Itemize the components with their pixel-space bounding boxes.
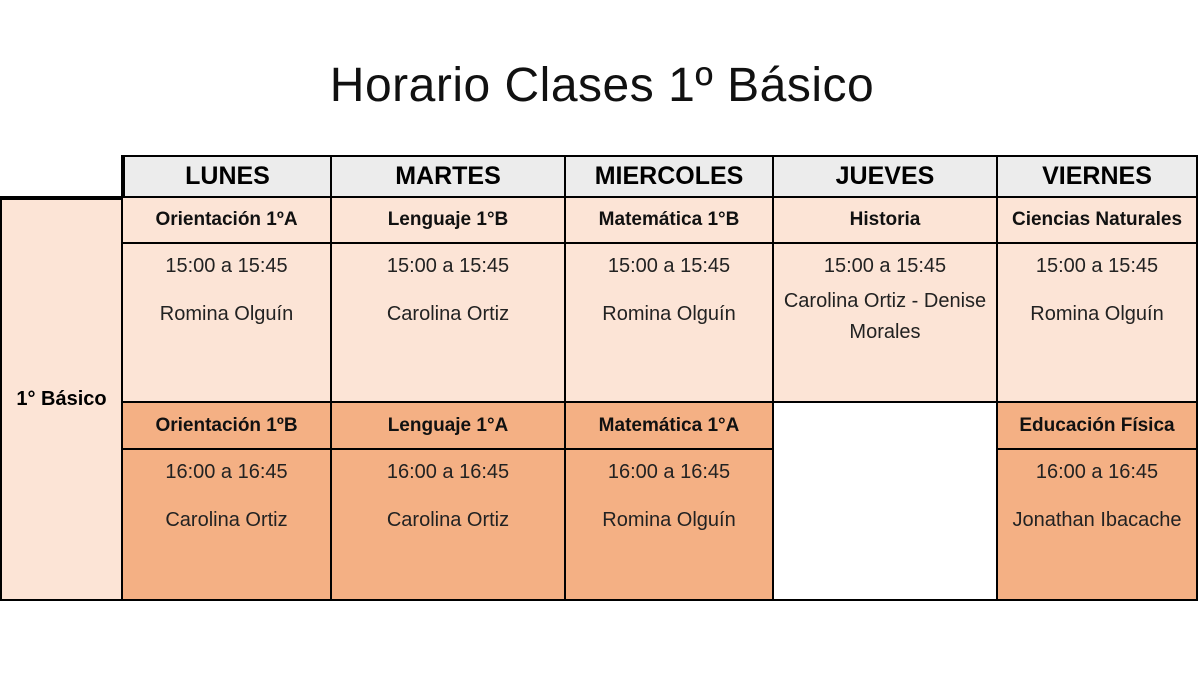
page-title: Horario Clases 1º Básico bbox=[329, 59, 875, 112]
teacher-name: Romina Olguín bbox=[602, 303, 736, 325]
teacher-name: Romina Olguín bbox=[602, 509, 736, 531]
teacher-name: Carolina Ortiz - Denise Morales bbox=[783, 290, 987, 343]
class-detail-cell bbox=[332, 244, 566, 403]
class-time: 15:00 a 15:45 bbox=[823, 255, 947, 277]
teacher-name: Carolina Ortiz bbox=[386, 509, 510, 531]
class-time: 15:00 a 15:45 bbox=[607, 255, 731, 277]
teacher-name: Romina Olguín bbox=[1030, 303, 1164, 325]
day-header-miercoles: MIERCOLES bbox=[566, 155, 774, 198]
class-detail-cell bbox=[998, 450, 1198, 601]
subject-cell: Orientación 1ºA bbox=[123, 198, 332, 244]
teacher-name: Romina Olguín bbox=[159, 303, 294, 325]
class-time: 16:00 a 16:45 bbox=[607, 461, 731, 483]
class-detail-cell bbox=[998, 244, 1198, 403]
subject-cell: Lenguaje 1°B bbox=[332, 198, 566, 244]
teacher-name: Jonathan Ibacache bbox=[1012, 509, 1182, 531]
day-header-lunes: LUNES bbox=[123, 155, 332, 198]
subject-cell: Lenguaje 1°A bbox=[332, 403, 566, 450]
subject-cell: Educación Física bbox=[998, 403, 1198, 450]
day-header-viernes: VIERNES bbox=[998, 155, 1198, 198]
class-time: 15:00 a 15:45 bbox=[386, 255, 510, 277]
class-detail-cell bbox=[123, 244, 332, 403]
schedule-table bbox=[0, 155, 1198, 601]
class-time: 15:00 a 15:45 bbox=[1035, 255, 1159, 277]
class-detail-cell bbox=[566, 244, 774, 403]
class-detail-cell bbox=[123, 450, 332, 601]
grade-label: 1° Básico bbox=[0, 198, 123, 601]
class-time: 16:00 a 16:45 bbox=[165, 461, 288, 483]
subject-cell: Ciencias Naturales bbox=[998, 198, 1198, 244]
teacher-name: Carolina Ortiz bbox=[386, 303, 510, 325]
subject-cell: Matemática 1°B bbox=[566, 198, 774, 244]
class-time: 16:00 a 16:45 bbox=[386, 461, 510, 483]
teacher-name: Carolina Ortiz bbox=[165, 509, 288, 531]
subject-cell: Historia bbox=[774, 198, 998, 244]
class-detail-cell bbox=[332, 450, 566, 601]
table-corner bbox=[0, 155, 123, 198]
class-detail-cell bbox=[566, 450, 774, 601]
subject-cell: Matemática 1°A bbox=[566, 403, 774, 450]
class-time: 15:00 a 15:45 bbox=[165, 255, 288, 277]
class-time: 16:00 a 16:45 bbox=[1035, 461, 1159, 483]
day-header-martes: MARTES bbox=[332, 155, 566, 198]
empty-slot bbox=[774, 403, 998, 601]
day-header-jueves: JUEVES bbox=[774, 155, 998, 198]
subject-cell: Orientación 1ºB bbox=[123, 403, 332, 450]
class-detail-cell bbox=[774, 244, 998, 403]
